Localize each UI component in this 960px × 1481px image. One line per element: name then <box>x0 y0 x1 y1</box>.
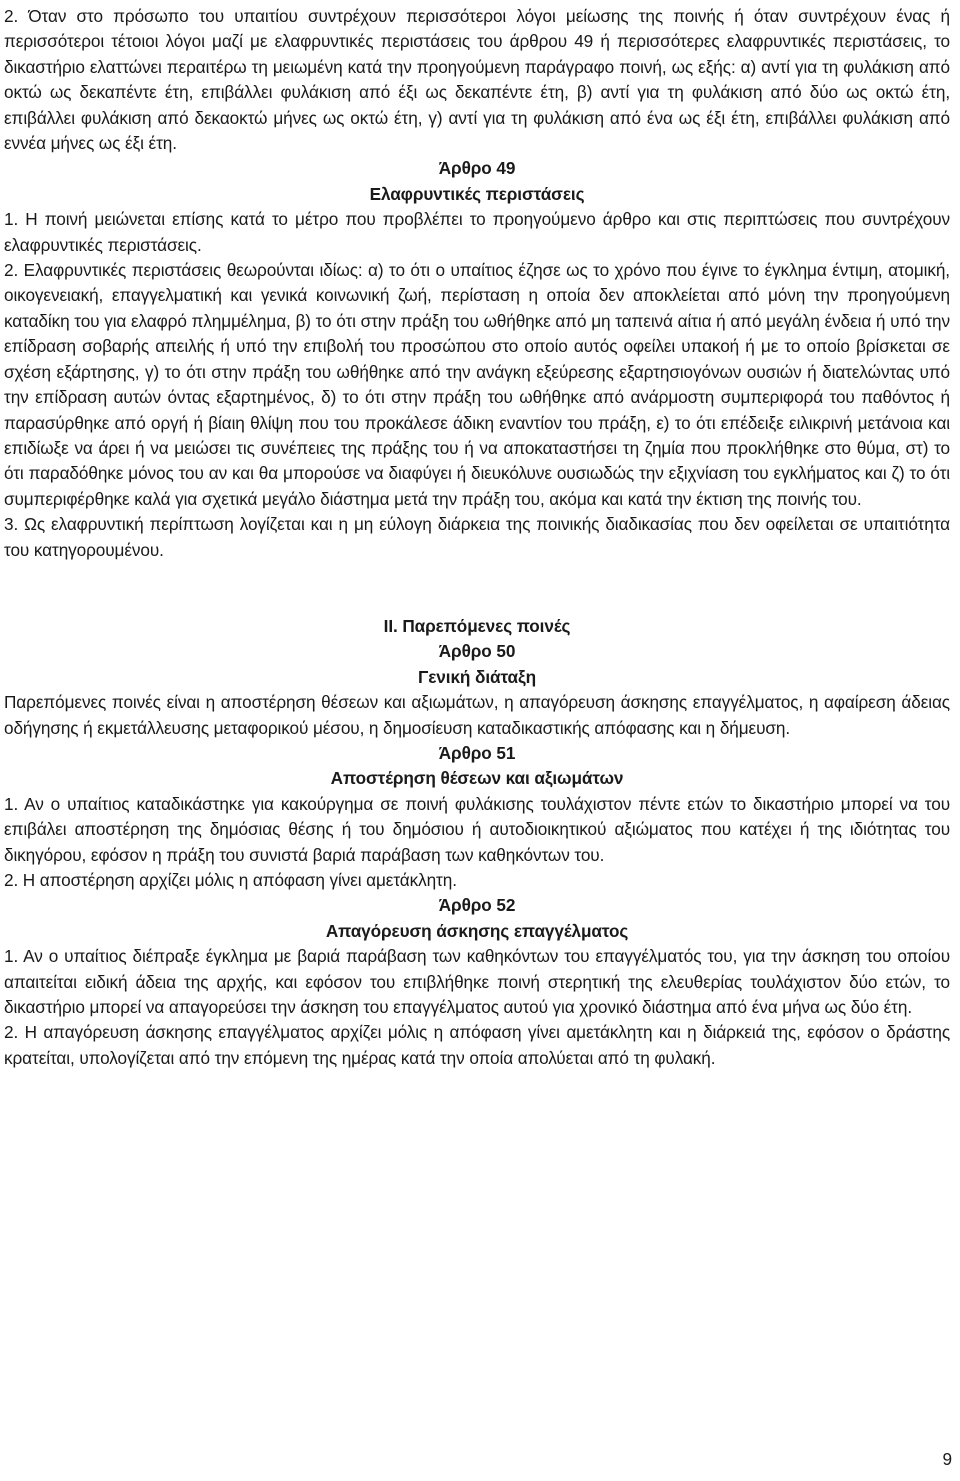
page-number: 9 <box>942 1449 952 1469</box>
article-52-paragraph-1: 1. Αν ο υπαίτιος διέπραξε έγκλημα με βαριά παράβαση των καθηκόντων του επαγγέλματός του, για την άσκηση του οποίου απαιτείται ειδική άδεια της αρχής, και εφόσον του επιβλήθηκε ποινή στερητική της ελευθερίας τουλάχιστον δύο ετών, το δικαστήριο μπορεί να απαγορεύσει την άσκηση του επαγγέλματος αυτού για χρονικό διάστημα από ένα μήνα ως δύο έτη. <box>4 946 950 1018</box>
article-50-paragraph: Παρεπόμενες ποινές είναι η αποστέρηση θέσεων και αξιωμάτων, η απαγόρευση άσκησης επαγγέλματος, η αφαίρεση άδειας οδήγησης ή εκμετάλλευσης μεταφορικού μέσου, η δημοσίευση καταδικαστικής απόφασης και η δήμευση. <box>4 692 950 738</box>
article-51-number: Άρθρο 51 <box>438 742 516 763</box>
article-49-paragraph-2: 2. Ελαφρυντικές περιστάσεις θεωρούνται ιδίως: α) το ότι ο υπαίτιος έζησε ως το χρόνο που έγινε το έγκλημα έντιμη, ατομική, οικογενειακή, επαγγελματική και γενικά κοινωνική ζωή, περίσταση η οποία δεν αποκλείεται από μόνη την προηγούμενη καταδίκη του για ελαφρό πλημμέλημα, β) το ότι στην πράξη του ωθήθηκε από μη ταπεινά αίτια ή από μεγάλη ένδεια ή υπό την επίδραση σοβαρής απειλής ή υπό την επιβολή του προσώπου στο οποίο αυτός οφείλει υπακοή ή με το οποίο βρίσκεται σε σχέση εξάρτησης, γ) το ότι στην πράξη του ωθήθηκε από την ανάγκη εξεύρεσης εξαρτησιογόνων ουσιών ή διατελώντας υπό την επίδραση αυτών όντας εξαρτημένος, δ) το ότι στην πράξη του ωθήθηκε από ανάρμοστη συμπεριφορά του παθόντος ή παρασύρθηκε από οργή ή βίαιη θλίψη που του προκάλεσε άδικη εναντίον του πράξη, ε) το ότι επέδειξε ειλικρινή μετάνοια και επιδίωξε να άρει ή να μειώσει τις συνέπειες της πράξης του ή να αποκαταστήσει τη ζημία που προκλήθηκε στο θύμα, στ) το ότι παραδόθηκε μόνος του αν και θα μπορούσε να διαφύγει ή διευκόλυνε ουσιωδώς την εξιχνίαση του εγκλήματος και ζ) το ότι συμπεριφέρθηκε καλά για σχετικά μεγάλο διάστημα μετά την πράξη του, ακόμα και κατά την έκτιση της ποινής του. <box>4 260 950 509</box>
article-49-paragraph-1: 1. Η ποινή μειώνεται επίσης κατά το μέτρο που προβλέπει το προηγούμενο άρθρο και στις περιπτώσεις που συντρέχουν ελαφρυντικές περιστάσεις. <box>4 209 950 255</box>
paragraph-48-2: 2. Όταν στο πρόσωπο του υπαιτίου συντρέχουν περισσότεροι λόγοι μείωσης της ποινής ή όταν συντρέχουν ένας ή περισσότεροι τέτοιοι λόγοι μαζί με ελαφρυντικές περιστάσεις του άρθρου 49 ή περισσότερες ελαφρυντικές περιστάσεις, το δικαστήριο ελαττώνει περαιτέρω τη μειωμένη κατά την προηγούμενη παράγραφο ποινή, ως εξής: α) αντί για τη φυλάκιση από οκτώ ως δεκαπέντε έτη, επιβάλλει φυλάκιση από έξι ως δεκαπέντε έτη, β) αντί για τη φυλάκιση από δύο ως οκτώ έτη, επιβάλλει φυλάκιση από δεκαοκτώ μήνες ως οκτώ έτη, γ) αντί για τη φυλάκιση από ένα ως έξι έτη, επιβάλλει φυλάκιση από εννέα μήνες ως έξι έτη. <box>4 6 950 154</box>
article-51-title: Αποστέρηση θέσεων και αξιωμάτων <box>330 768 624 789</box>
document-page <box>4 4 950 1071</box>
article-49-number: Άρθρο 49 <box>438 158 516 179</box>
article-50-title: Γενική διάταξη <box>418 666 536 687</box>
article-49-title: Ελαφρυντικές περιστάσεις <box>369 183 585 204</box>
article-52-title: Απαγόρευση άσκησης επαγγέλματος <box>325 920 629 941</box>
article-52-number: Άρθρο 52 <box>438 895 516 916</box>
section-spacer <box>4 563 950 614</box>
article-52-paragraph-2: 2. Η απαγόρευση άσκησης επαγγέλματος αρχίζει μόλις η απόφαση γίνει αμετάκλητη και η διάρκειά της, εφόσον ο δράστης κρατείται, υπολογίζεται από την επόμενη της ημέρας κατά την οποία απολύεται από τη φυλακή. <box>4 1022 950 1068</box>
section-ii-heading: ΙΙ. Παρεπόμενες ποινές <box>383 615 571 636</box>
article-51-paragraph-1: 1. Αν ο υπαίτιος καταδικάστηκε για κακούργημα σε ποινή φυλάκισης τουλάχιστον πέντε ετών το δικαστήριο μπορεί να του επιβάλει αποστέρηση της δημόσιας θέσης ή του δημόσιου ή αυτοδιοικητικού αξιώματος που κατέχει ή της ιδιότητας του δικηγόρου, εφόσον η πράξη του συνιστά βαριά παράβαση των καθηκόντων του. <box>4 793 950 865</box>
article-50-number: Άρθρο 50 <box>438 641 516 662</box>
article-51-paragraph-2: 2. Η αποστέρηση αρχίζει μόλις η απόφαση γίνει αμετάκλητη. <box>4 870 457 890</box>
article-49-paragraph-3: 3. Ως ελαφρυντική περίπτωση λογίζεται και η μη εύλογη διάρκεια της ποινικής διαδικασίας που δεν οφείλεται σε υπαιτιότητα του κατηγορουμένου. <box>4 514 950 560</box>
